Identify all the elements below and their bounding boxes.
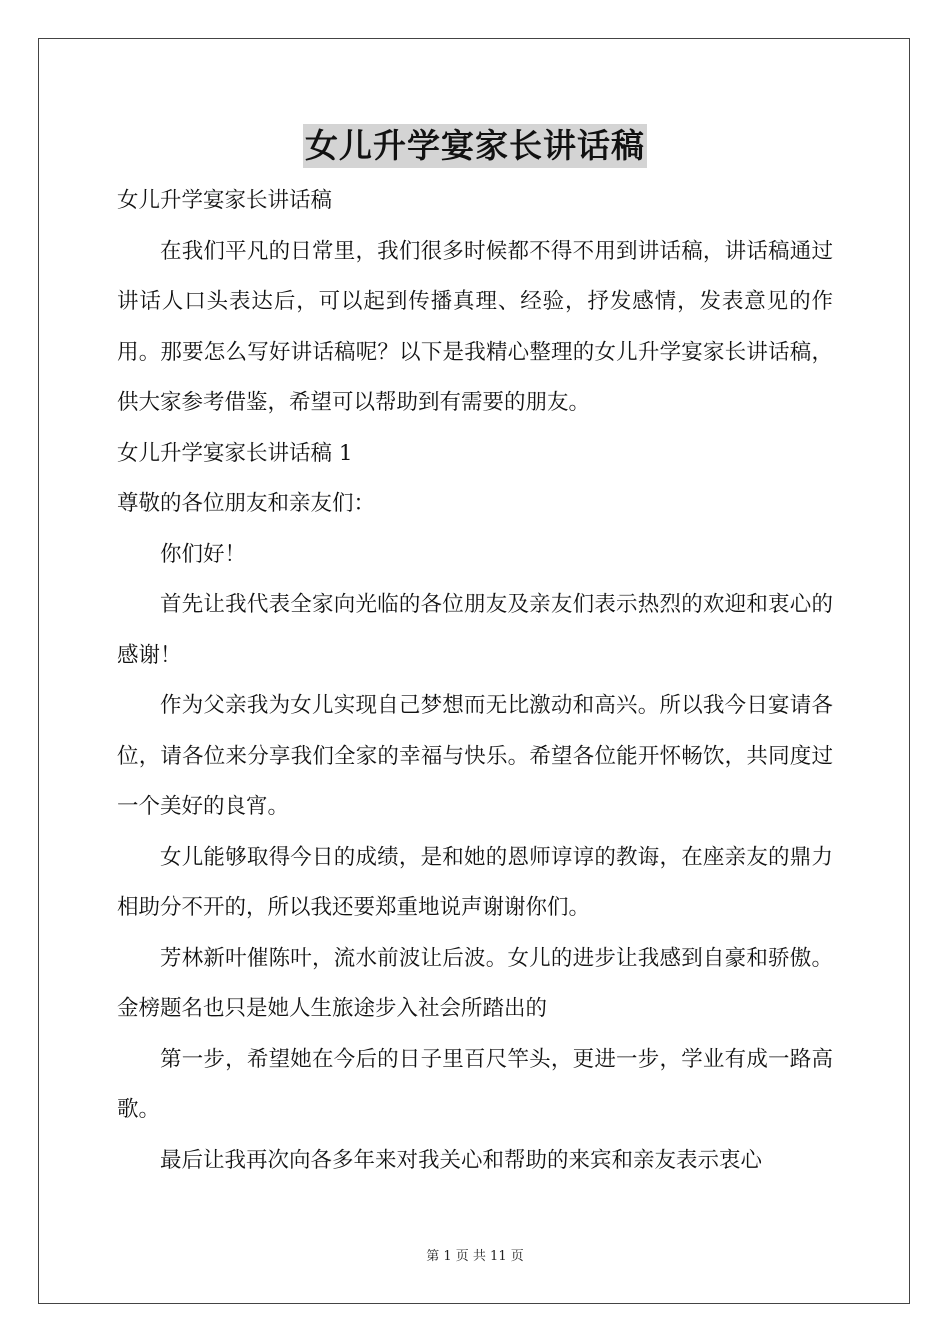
paragraph-welcome: 首先让我代表全家向光临的各位朋友及亲友们表示热烈的欢迎和衷心的感谢！ (117, 592, 833, 668)
document-body (117, 176, 833, 1186)
intro-paragraph: 在我们平凡的日常里，我们很多时候都不得不用到讲话稿，讲话稿通过讲话人口头表达后，可以起到传播真理、经验，抒发感情，发表意见的作用。那要怎么写好讲话稿呢？以下是我精心整理的女儿升学宴家长讲话稿，供大家参考借鉴，希望可以帮助到有需要的朋友。 (117, 238, 833, 415)
paragraph-closing: 最后让我再次向各多年来对我关心和帮助的来宾和亲友表示衷心 (160, 1147, 763, 1173)
paragraph-first-step: 第一步，希望她在今后的日子里百尺竿头，更进一步，学业有成一路高歌。 (117, 1046, 833, 1122)
document-title: 女儿升学宴家长讲话稿 (303, 124, 647, 168)
salutation: 尊敬的各位朋友和亲友们： (117, 491, 376, 516)
title-wrap (0, 124, 950, 168)
page-number: 第 1 页 共 11 页 (426, 1249, 524, 1264)
paragraph-pride: 作为父亲我为女儿实现自己梦想而无比激动和高兴。所以我今日宴请各位，请各位来分享我们全家的幸福与快乐。希望各位能开怀畅饮，共同度过一个美好的良宵。 (117, 693, 833, 819)
paragraph-progress: 芳林新叶催陈叶，流水前波让后波。女儿的进步让我感到自豪和骄傲。金榜题名也只是她人生旅途步入社会所踏出的 (117, 945, 833, 1021)
paragraph-greeting: 你们好！ (160, 541, 247, 567)
subtitle: 女儿升学宴家长讲话稿 (117, 188, 333, 213)
section-heading: 女儿升学宴家长讲话稿 1 (117, 440, 353, 466)
paragraph-thanks-teachers: 女儿能够取得今日的成绩，是和她的恩师谆谆的教诲，在座亲友的鼎力相助分不开的，所以我还要郑重地说声谢谢你们。 (117, 844, 833, 920)
